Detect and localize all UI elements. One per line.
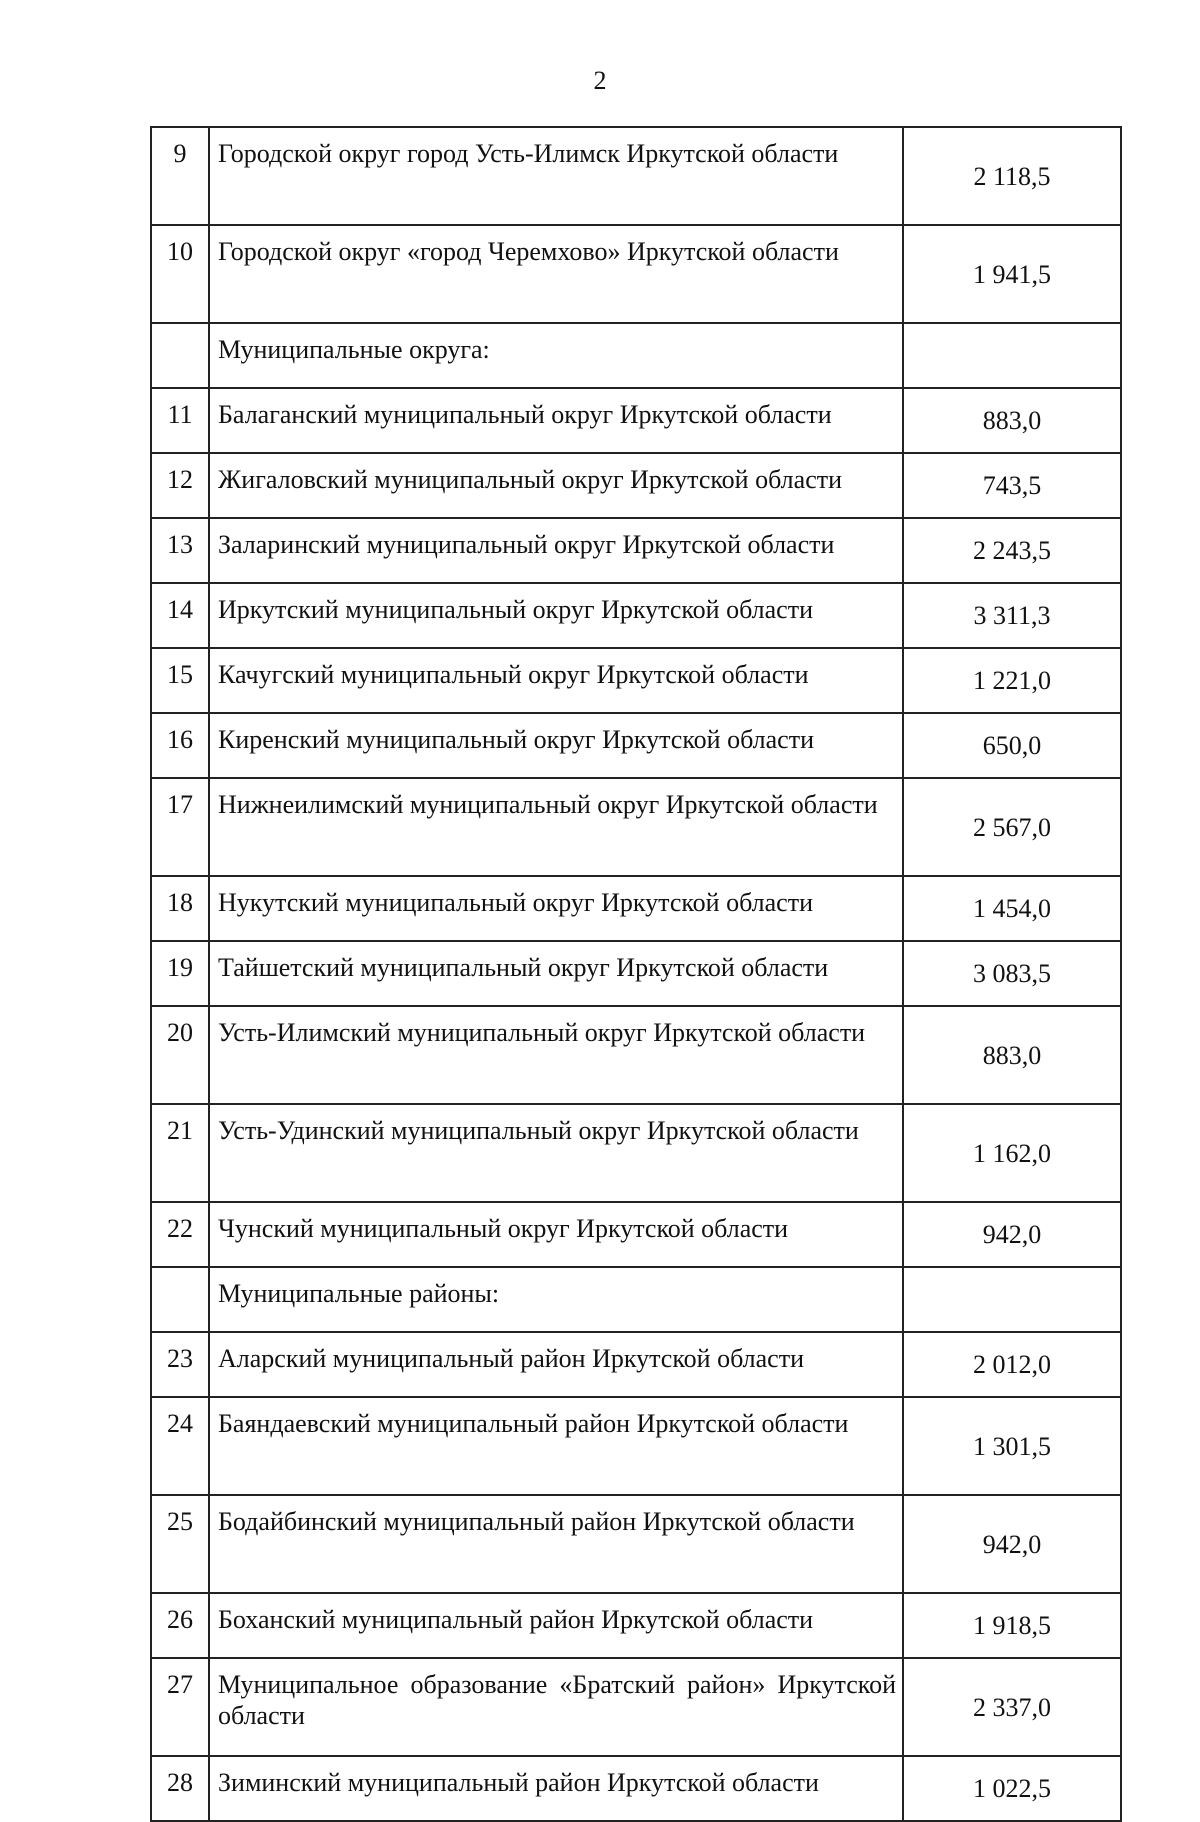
amount-cell: 2 337,0 xyxy=(903,1658,1121,1756)
municipality-name-cell: Киренский муниципальный округ Иркутской области xyxy=(209,713,903,778)
table-row xyxy=(151,713,1121,778)
row-number-cell: 26 xyxy=(151,1593,209,1658)
amount-cell: 2 012,0 xyxy=(903,1332,1121,1397)
municipality-name-cell: Городской округ «город Черемхово» Иркутской области xyxy=(209,225,903,323)
amount-cell: 2 118,5 xyxy=(903,127,1121,225)
municipality-name-cell: Заларинский муниципальный округ Иркутской области xyxy=(209,518,903,583)
amount-cell: 1 454,0 xyxy=(903,876,1121,941)
municipality-name-cell: Боханский муниципальный район Иркутской области xyxy=(209,1593,903,1658)
amount-cell: 883,0 xyxy=(903,1006,1121,1104)
row-number-cell: 20 xyxy=(151,1006,209,1104)
amount-cell: 942,0 xyxy=(903,1495,1121,1593)
allocation-table xyxy=(150,126,1122,1822)
amount-cell: 1 221,0 xyxy=(903,648,1121,713)
table-row xyxy=(151,1495,1121,1593)
amount-cell: 2 243,5 xyxy=(903,518,1121,583)
table-row xyxy=(151,1756,1121,1821)
amount-cell: 1 022,5 xyxy=(903,1756,1121,1821)
row-number-cell: 18 xyxy=(151,876,209,941)
municipality-name-cell: Жигаловский муниципальный округ Иркутской области xyxy=(209,453,903,518)
row-number-cell: 23 xyxy=(151,1332,209,1397)
table-row xyxy=(151,778,1121,876)
amount-cell xyxy=(903,323,1121,388)
table-row xyxy=(151,518,1121,583)
table-row xyxy=(151,388,1121,453)
section-header-row xyxy=(151,1267,1121,1332)
row-number-cell: 25 xyxy=(151,1495,209,1593)
row-number-cell: 16 xyxy=(151,713,209,778)
row-number-cell xyxy=(151,323,209,388)
row-number-cell: 10 xyxy=(151,225,209,323)
table-row xyxy=(151,1104,1121,1202)
municipality-name-cell: Усть-Илимский муниципальный округ Иркутской области xyxy=(209,1006,903,1104)
row-number-cell xyxy=(151,1267,209,1332)
municipality-name-cell: Бодайбинский муниципальный район Иркутской области xyxy=(209,1495,903,1593)
amount-cell: 883,0 xyxy=(903,388,1121,453)
table-row xyxy=(151,876,1121,941)
table-row xyxy=(151,225,1121,323)
row-number-cell: 19 xyxy=(151,941,209,1006)
table-row xyxy=(151,1332,1121,1397)
municipality-name-cell: Качугский муниципальный округ Иркутской области xyxy=(209,648,903,713)
row-number-cell: 28 xyxy=(151,1756,209,1821)
amount-cell: 942,0 xyxy=(903,1202,1121,1267)
municipality-name-cell: Балаганский муниципальный округ Иркутской области xyxy=(209,388,903,453)
municipality-name-cell: Муниципальное образование «Братский район» Иркутской области xyxy=(209,1658,903,1756)
municipality-name-cell: Нижнеилимский муниципальный округ Иркутской области xyxy=(209,778,903,876)
section-header-row xyxy=(151,323,1121,388)
table-row xyxy=(151,1202,1121,1267)
section-title-cell: Муниципальные округа: xyxy=(209,323,903,388)
municipality-name-cell: Иркутский муниципальный округ Иркутской области xyxy=(209,583,903,648)
row-number-cell: 13 xyxy=(151,518,209,583)
amount-cell: 3 311,3 xyxy=(903,583,1121,648)
table-row xyxy=(151,1658,1121,1756)
table-row xyxy=(151,1593,1121,1658)
table-body xyxy=(151,127,1121,1821)
row-number-cell: 17 xyxy=(151,778,209,876)
amount-cell: 1 162,0 xyxy=(903,1104,1121,1202)
row-number-cell: 15 xyxy=(151,648,209,713)
amount-cell: 1 918,5 xyxy=(903,1593,1121,1658)
municipality-name-cell: Нукутский муниципальный округ Иркутской области xyxy=(209,876,903,941)
table-row xyxy=(151,1006,1121,1104)
municipality-name-cell: Зиминский муниципальный район Иркутской области xyxy=(209,1756,903,1821)
row-number-cell: 22 xyxy=(151,1202,209,1267)
amount-cell: 1 301,5 xyxy=(903,1397,1121,1495)
municipality-name-cell: Тайшетский муниципальный округ Иркутской области xyxy=(209,941,903,1006)
amount-cell: 2 567,0 xyxy=(903,778,1121,876)
row-number-cell: 11 xyxy=(151,388,209,453)
table-row xyxy=(151,1397,1121,1495)
amount-cell: 650,0 xyxy=(903,713,1121,778)
row-number-cell: 27 xyxy=(151,1658,209,1756)
row-number-cell: 12 xyxy=(151,453,209,518)
amount-cell: 1 941,5 xyxy=(903,225,1121,323)
amount-cell: 3 083,5 xyxy=(903,941,1121,1006)
row-number-cell: 14 xyxy=(151,583,209,648)
municipality-name-cell: Усть-Удинский муниципальный округ Иркутской области xyxy=(209,1104,903,1202)
municipality-name-cell: Чунский муниципальный округ Иркутской области xyxy=(209,1202,903,1267)
row-number-cell: 24 xyxy=(151,1397,209,1495)
row-number-cell: 21 xyxy=(151,1104,209,1202)
page-number: 2 xyxy=(593,66,607,95)
table-row xyxy=(151,583,1121,648)
municipality-name-cell: Аларский муниципальный район Иркутской области xyxy=(209,1332,903,1397)
municipality-name-cell: Городской округ город Усть-Илимск Иркутской области xyxy=(209,127,903,225)
table-row xyxy=(151,648,1121,713)
amount-cell: 743,5 xyxy=(903,453,1121,518)
municipality-name-cell: Баяндаевский муниципальный район Иркутской области xyxy=(209,1397,903,1495)
table-row xyxy=(151,941,1121,1006)
amount-cell xyxy=(903,1267,1121,1332)
table-row xyxy=(151,453,1121,518)
table-row xyxy=(151,127,1121,225)
section-title-cell: Муниципальные районы: xyxy=(209,1267,903,1332)
row-number-cell: 9 xyxy=(151,127,209,225)
